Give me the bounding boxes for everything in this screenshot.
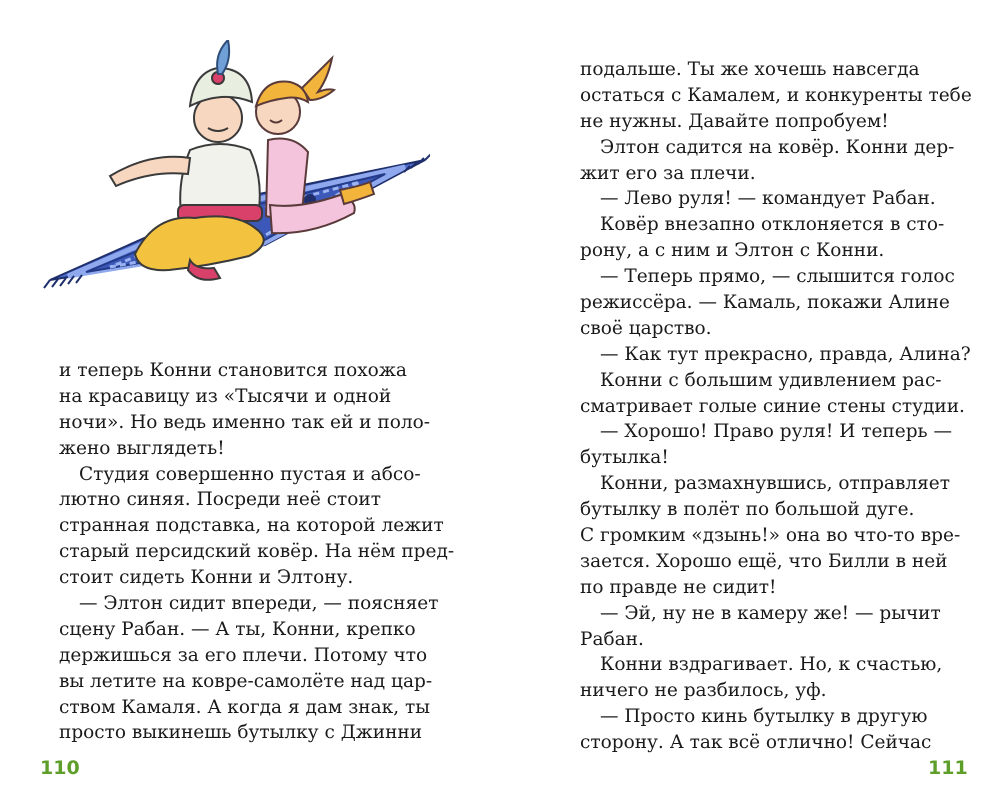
text-line: — Эй, ну не в камеру же! — рычит [600,602,941,624]
text-line: Конни, размахнувшись, отправляет [600,473,950,495]
text-line: остаться с Камалем, и конкуренты тебе [580,84,972,106]
text-line: Рабан. [580,628,644,650]
text-line: Студия совершенно пустая и абсо- [79,463,421,485]
text-line: — Теперь прямо, — слышится голос [600,266,955,288]
right-page [500,0,1000,800]
text-line: стоит сидеть Конни и Элтону. [59,567,354,589]
text-line: подальше. Ты же хочешь навсегда [580,59,920,80]
right-page-text [580,57,972,756]
left-page-text [59,358,455,746]
text-line: не нужны. Давайте попробуем! [580,110,889,132]
text-line: — Просто кинь бутылку в другую [600,706,928,728]
text-line: жит его за плечи. [580,162,756,184]
page-number-right: 111 [928,757,968,779]
text-line: жено выглядеть! [59,437,225,459]
text-line: старый персидский ковёр. На нём пред- [59,541,455,563]
text-line: — Хорошо! Право руля! И теперь — [600,421,952,443]
text-line: — Как тут прекрасно, правда, Алина? [600,343,971,365]
text-line: и теперь Конни становится похожа [59,360,407,381]
text-line: ночи». Но ведь именно так ей и поло- [59,411,431,433]
text-line: ством Камаля. А когда я дам знак, ты [59,696,430,718]
text-line: зается. Хорошо ещё, что Билли в ней [580,550,948,572]
text-line: Элтон садится на ковёр. Конни дер- [600,136,955,158]
text-line: бутылка! [580,447,669,469]
text-line: режиссёра. — Камаль, покажи Алине [580,292,950,314]
girl-figure [256,58,374,233]
text-line: на красавицу из «Тысячи и одной [59,385,392,407]
text-line: — Элтон сидит впереди, — поясняет [79,593,439,615]
text-line: своё царство. [580,317,712,339]
text-line: С громким «дзынь!» она во что-то вре- [580,525,961,547]
text-line: сцену Рабан. — А ты, Конни, крепко [59,618,416,640]
text-line: — Лево руля! — командует Рабан. [600,188,936,210]
text-line: Конни с большим удивлением рас- [600,369,942,391]
text-line: сторону. А так всё отлично! Сейчас [580,732,932,754]
flying-carpet-illustration [40,40,430,340]
text-line: странная подставка, на которой лежит [59,515,444,537]
text-line: вы летите на ковре-самолёте над цар- [59,670,433,692]
text-line: по правде не сидит! [580,576,777,598]
text-line: бутылку в полёт по большой дуге. [580,499,915,521]
text-line: ничего не разбилось, уф. [580,680,827,702]
text-line: сматривает голые синие стены студии. [580,395,965,417]
text-line: просто выкинешь бутылку с Джинни [59,722,423,744]
text-line: рону, а с ним и Элтон с Конни. [580,240,885,262]
page-number-left: 110 [40,757,80,779]
text-line: Конни вздрагивает. Но, к счастью, [600,654,943,676]
text-line: Ковёр внезапно отклоняется в сто- [600,214,945,236]
text-line: держишься за его плечи. Потому что [59,644,428,666]
text-line: лютно синяя. Посреди неё стоит [59,489,381,511]
